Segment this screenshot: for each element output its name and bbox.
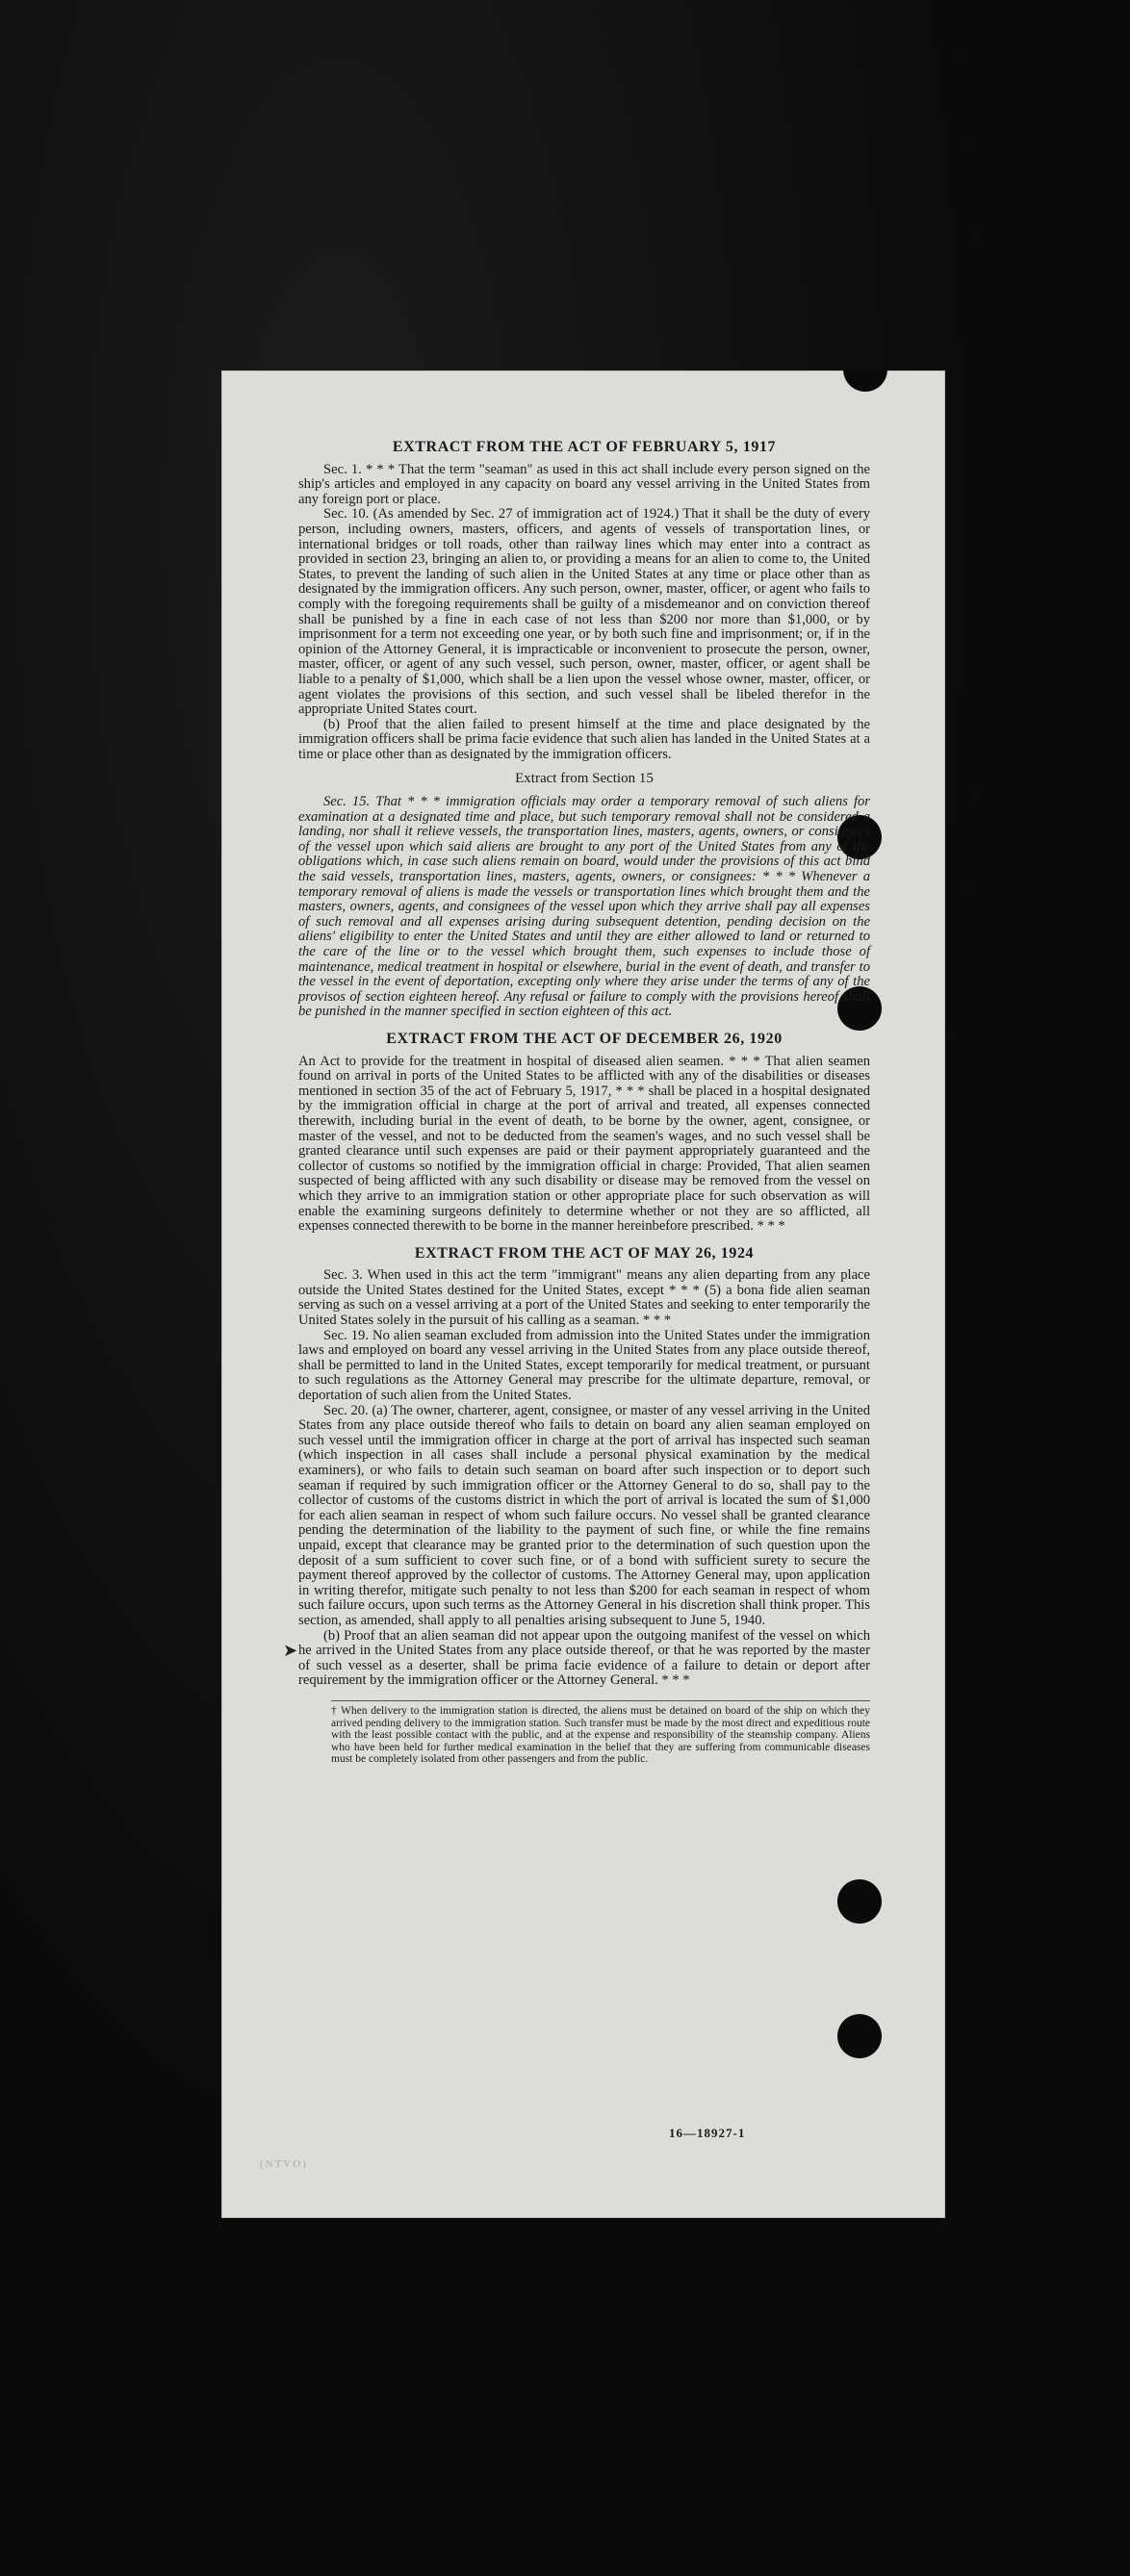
- faded-stamp-text: (NTVO): [260, 2158, 308, 2170]
- document-body: [298, 440, 870, 1776]
- paragraph-sec-20-a: Sec. 20. (a) The owner, charterer, agent, consignee, or master of any vessel arriving in the United States from any place outside thereof who fails to detain on board any alien seaman employed on such vessel until the immigration officer in charge at the port of arrival has inspected such seaman (which inspection in all cases shall include a personal physical examination by the medical examiners), or who fails to detain such seaman on board after such inspection or to deport such seaman if required by such immigration officer or the Attorney General to do so, shall pay to the collector of customs of the customs district in which the port of arrival is located the sum of $1,000 for each alien seaman in respect of whom such failure occurs. No vessel shall be granted clearance pending the determination of the liability to the payment of such fine, or while the fine remains unpaid, except that clearance may be granted prior to the determination of such question upon the deposit of a sum sufficient to cover such fine, or of a bond with sufficient surety to secure the payment thereof approved by the collector of customs. The Attorney General may, upon application in writing therefor, mitigate such penalty to not less than $200 for each seaman in respect of whom such failure occurs, upon such terms as the Attorney General in his discretion shall think proper. This section, as amended, shall apply to all penalties arising subsequent to June 5, 1940.: [298, 1402, 870, 1628]
- footnote: † When delivery to the immigration station is directed, the aliens must be detained on board of the ship on which they arrived pending delivery to the immigration station. Such transfer must be made by the most direct and expeditious route with the least possible contact with the public, and at the expense and responsibility of the steamship company. Aliens who have been held for further medical examination in the belief that they are suffering from communicable diseases must be completely isolated from other passengers and from the public.: [331, 1700, 870, 1766]
- form-number: 16—18927-1: [669, 2126, 746, 2140]
- paragraph-sec-20-b: (b) Proof that an alien seaman did not appear upon the outgoing manifest of the vessel on which he arrived in the United States from any place outside thereof, or that he was reported by the master of such vessel as a deserter, shall be prima facie evidence of a failure to detain or deport after requirement by the immigration officer or the Attorney General. * * *: [298, 1627, 870, 1689]
- paragraph-sec-1: Sec. 1. * * * That the term "seaman" as used in this act shall include every person signed on the ship's articles and employed in any capacity on board any vessel arriving in the United States from any foreign port or place.: [298, 461, 870, 507]
- punch-hole-top: [843, 370, 887, 392]
- paragraph-sec-19: Sec. 19. No alien seaman excluded from admission into the United States under the immigration laws and employed on board any vessel arriving in the United States from any place outside thereof, shall be permitted to land in the United States, except temporarily for medical treatment, or pursuant to such regulations as the Attorney General may prescribe for the ultimate departure, removal, or deportation of such alien from the United States.: [298, 1327, 870, 1404]
- margin-arrow-mark: ➤: [283, 1641, 298, 1660]
- heading-act-1924: EXTRACT FROM THE ACT OF MAY 26, 1924: [414, 1244, 755, 1262]
- document-page: [221, 370, 945, 2218]
- paragraph-sec-15: Sec. 15. That * * * immigration officials may order a temporary removal of such aliens for examination at a designated time and place, but such temporary removal shall not be considered a landing, nor shall it relieve vessels, the transportation lines, masters, agents, owners, or consignees of the vessel upon which said aliens are brought to any port of the United States from any of the obligations which, in case such aliens remain on board, would under the provisions of this act bind the said vessels, transportation lines, masters, agents, owners, or consignees: * * * Whenever a temporary removal of aliens is made the vessels or transportation lines which brought them and the masters, owners, agents, and consignees of the vessel upon which they arrive shall pay all expenses of such removal and all expenses arising during subsequent detention, pending decision on the aliens' eligibility to enter the United States and until they are either allowed to land or returned to the care of the line or to the vessel which brought them, such expenses to include those of maintenance, medical treatment in hospital or elsewhere, burial in the event of death, and transfer to the vessel in the event of deportation, excepting only where they arise under the terms of any of the provisos of section eighteen hereof. Any refusal or failure to comply with the provisions hereof shall be punished in the manner specified in section eighteen of this act.: [298, 794, 870, 1020]
- punch-hole-4: [837, 2014, 882, 2058]
- heading-act-1920: EXTRACT FROM THE ACT OF DECEMBER 26, 1920: [386, 1030, 783, 1047]
- heading-act-1917: EXTRACT FROM THE ACT OF FEBRUARY 5, 1917: [392, 439, 777, 455]
- subheading-section-15: Extract from Section 15: [515, 771, 654, 787]
- paragraph-sec-3: Sec. 3. When used in this act the term "immigrant" means any alien departing from any place outside the United States destined for the United States, except * * * (5) a bona fide alien seaman serving as such on a vessel arriving at a port of the United States and seeking to enter temporarily the United States solely in the pursuit of his calling as a seaman. * * *: [298, 1267, 870, 1329]
- paragraph-sec-10-b: (b) Proof that the alien failed to present himself at the time and place designated by the immigration officers shall be prima facie evidence that such alien has landed in the United States at a time or place other than as designated by the immigration officers.: [298, 716, 870, 762]
- punch-hole-3: [837, 1879, 882, 1924]
- paragraph-sec-10: Sec. 10. (As amended by Sec. 27 of immigration act of 1924.) That it shall be the duty of every person, including owners, masters, officers, and agents of vessels of transportation lines, or international bridges or toll roads, other than railway lines which may enter into a contract as provided in section 23, bringing an alien to, or providing a means for an alien to come to, the United States, to prevent the landing of such alien in the United States at any time or place other than as designated by the immigration officers. Any such person, owner, master, officer, or agent who fails to comply with the foregoing requirements shall be guilty of a misdemeanor and on conviction thereof shall be punished by a fine in each case of not less than $200 nor more than $1,000, or by imprisonment for a term not exceeding one year, or by both such fine and imprisonment; or, if in the opinion of the Attorney General, it is impracticable or inconvenient to prosecute the person, owner, master, officer, or agent of any such vessel, such person, owner, master, officer, or agent shall be liable to a penalty of $1,000, which shall be a lien upon the vessel whose owner, master, officer, or agent violates the provisions of this section, and such vessel shall be libeled therefor in the appropriate United States court.: [298, 506, 870, 718]
- paragraph-act-1920: An Act to provide for the treatment in hospital of diseased alien seamen. * * * That alien seamen found on arrival in ports of the United States to be afflicted with any of the disabilities or diseases mentioned in section 35 of the act of February 5, 1917, * * * shall be placed in a hospital designated by the immigration official in charge at the port of arrival and treated, all expenses connected therewith, including burial in the event of death, to be borne by the owner, agent, consignee, or master of the vessel, and not to be deducted from the seamen's wages, and no such vessel shall be granted clearance until such expenses are paid or their payment appropriately guaranteed and the collector of customs so notified by the immigration official in charge: Provided, That alien seamen suspected of being afflicted with any such disability or disease may be removed from the vessel on which they arrive to an immigration station or other appropriate place for such observation as will enable the examining surgeons definitely to determine whether or not they are so afflicted, all expenses connected therewith to be borne in the manner hereinbefore prescribed. * * *: [298, 1053, 870, 1235]
